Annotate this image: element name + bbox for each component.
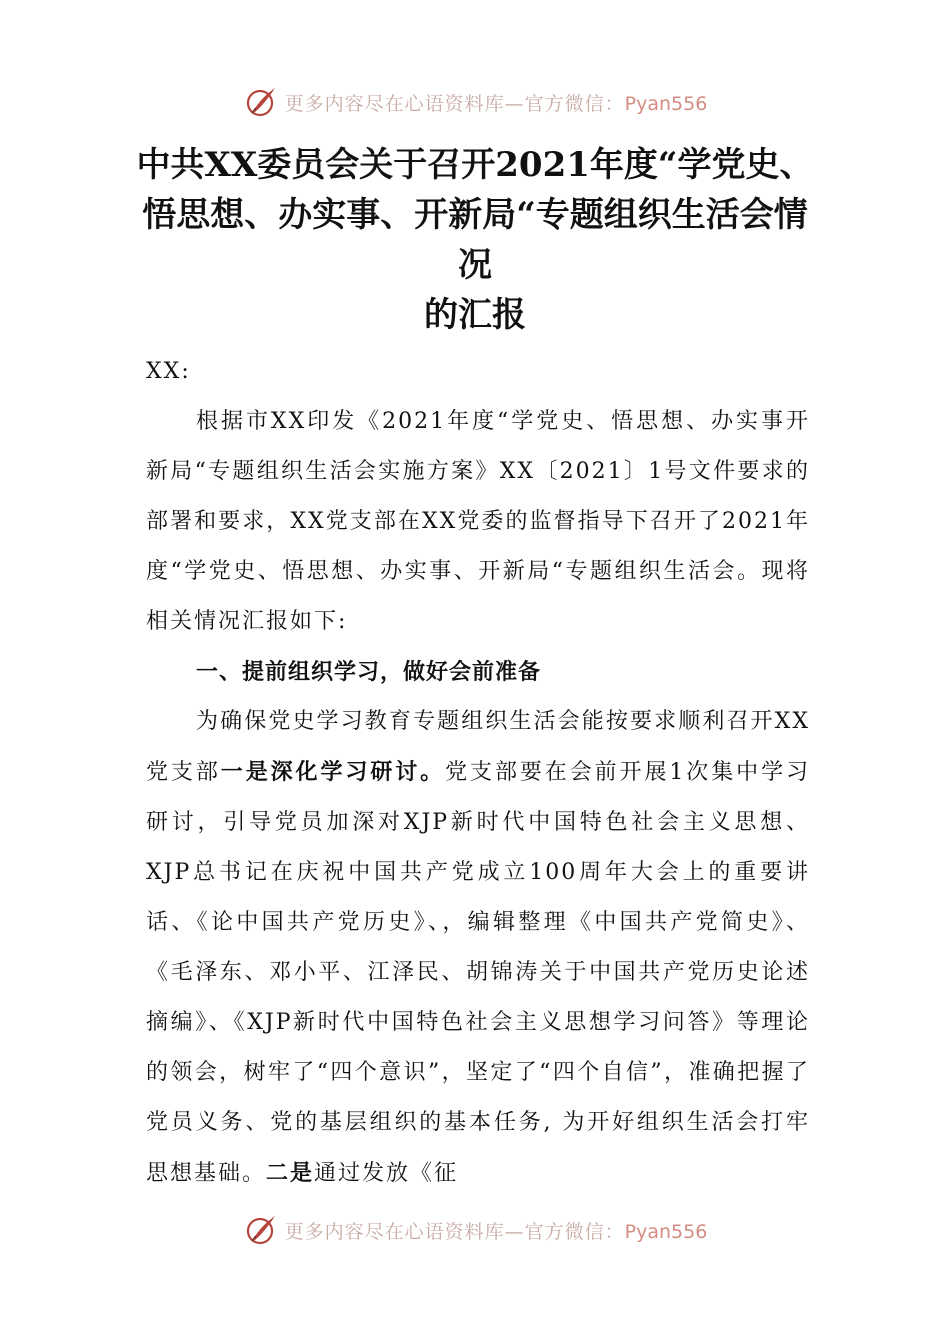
watermark-text: 更多内容尽在心语资料库—官方微信：Pyan556 — [284, 92, 708, 115]
wechat-id: Pyan556 — [624, 1220, 708, 1243]
paragraph-text-b: 党支部要在会前开展1次集中学习研讨，引导党员加深对XJP新时代中国特色社会主义思想、XJP总书记在庆祝中国共产党成立100周年大会上的重要讲话、《论中国共产党历史》、，编辑整理《中国共产党简史》、《毛泽东、邓小平、江泽民、胡锦涛关于中国共产党历史论述摘编》、《XJP新时代中国特色社会主义思想学习问答》等理论的领会，树牢了“四个意识”，坚定了“四个自信”，准确把握了党员义务、党的基层组织的基本任务, 为开好组织生活会打牢思想基础。 — [146, 760, 810, 1186]
title-line-1: 中共XX委员会关于召开2021年度“学党史、 — [136, 145, 814, 185]
quill-logo-icon — [243, 84, 279, 120]
document-body — [146, 347, 810, 1199]
watermark-text: 更多内容尽在心语资料库—官方微信：Pyan556 — [284, 1220, 708, 1243]
paragraph-text-a: 为确保党史学习教育专题组织生活会能按要求顺利召开XX党支部 — [146, 709, 810, 785]
paragraph-text-c: 通过发放《征 — [314, 1161, 459, 1186]
watermark-footer — [0, 1210, 950, 1250]
watermark-header — [0, 82, 950, 122]
paragraph-intro: 根据市XX印发《2021年度“学党史、悟思想、办实事开新局“专题组织生活会实施方案》XX〔2021〕1号文件要求的部署和要求，XX党支部在XX党委的监督指导下召开了2021年度“学党史、悟思想、办实事、开新局“专题组织生活会。现将相关情况汇报如下: — [146, 409, 810, 634]
bold-point-2: 二是 — [266, 1160, 315, 1186]
title-line-3: 况 — [458, 245, 492, 285]
document-title — [100, 140, 850, 340]
quill-logo-icon — [243, 1212, 279, 1248]
salutation: XX: — [146, 359, 191, 384]
wechat-id: Pyan556 — [624, 92, 708, 115]
title-line-4: 的汇报 — [424, 295, 526, 335]
title-line-2: 悟思想、办实事、开新局“专题组织生活会情 — [142, 195, 808, 235]
bold-point-1: 一是深化学习研讨。 — [220, 759, 446, 785]
section-heading-1: 一、提前组织学习，做好会前准备 — [196, 659, 542, 685]
paragraph-preparation — [146, 697, 810, 1199]
